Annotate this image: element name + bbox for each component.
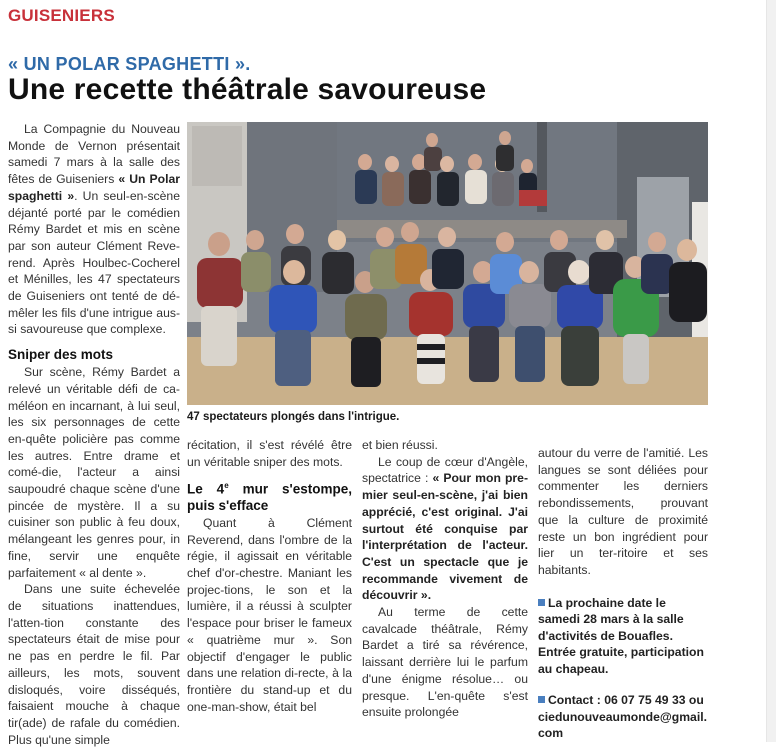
contact-info bbox=[538, 692, 708, 742]
contact-text[interactable]: Contact : 06 07 75 49 33 ou ciedunouveaumonde@gmail. com bbox=[538, 693, 707, 741]
article-headline: Une recette théâtrale savoureuse bbox=[8, 73, 487, 106]
paragraph: récitation, il s'est révélé être un véritable sniper des mots. bbox=[187, 438, 352, 469]
paragraph: autour du verre de l'amitié. Les langues se sont déliées pour commenter les derniers rebondissements, prouvant que la culture de proximité reste un bon ingrédient pour lier un ter-ritoire et ses habitants. bbox=[538, 446, 708, 577]
article-column-3 bbox=[362, 437, 528, 721]
quote-paragraph bbox=[362, 454, 528, 604]
square-bullet-icon bbox=[538, 696, 545, 703]
square-bullet-icon bbox=[538, 599, 545, 606]
paragraph: Sur scène, Rémy Bardet a relevé un véritable défi de ca-méléon en incarnant, à lui seul, les six personnages de cette en-quête policière pas comme les autres. Entre drame et comé-die, l'acteur a ainsi saupoudré chaque scène d'une pincée de mystère. Il a su cuisiner son public à feu doux, mélangeant les genres pour, in fine, servir une enquête parfaitement « al dente ». bbox=[8, 365, 180, 580]
paragraph: Au terme de cette cavalcade théâtrale, Rémy Bardet a tiré sa révérence, laissant derrière lui le parfum d'une énigme résolue… ou presque. L'en-quête s'est ensuite prolongée bbox=[362, 605, 528, 720]
audience-photo-illustration bbox=[187, 122, 708, 405]
next-date-text: La prochaine date le samedi 28 mars à la salle d'activités de Bouafles. Entrée gratuite, participation au chapeau. bbox=[538, 595, 704, 676]
article-column-4 bbox=[538, 445, 708, 742]
article-kicker: « UN POLAR SPAGHETTI ». bbox=[8, 54, 251, 74]
section-rubric: GUISENIERS bbox=[8, 6, 115, 25]
next-date-info bbox=[538, 595, 708, 678]
photo-wall-panel bbox=[192, 126, 242, 186]
intro-text: La Compagnie du Nouveau Monde de Vernon présentait samedi 7 mars à la salle des fêtes de Guiseniers bbox=[8, 122, 180, 187]
intro-text-cont: . Un seul-en-scène déjanté porté par le comédien Rémy Bardet et mis en scène par son auteur Clément Reve-rend. Après Houlbec-Cocherel et Ménilles, les 47 spectateurs de Guiseniers ont tenté de dé-mêler les fils d'une intrigue aus-si savoureuse que complexe. bbox=[8, 188, 180, 337]
group-photo bbox=[187, 122, 708, 405]
scrollbar[interactable] bbox=[766, 0, 776, 742]
subhead-sniper: Sniper des mots bbox=[8, 347, 114, 363]
intro-paragraph bbox=[8, 121, 180, 338]
subhead-fourth-wall: Le 4e mur s'estompe, puis s'efface bbox=[187, 481, 353, 513]
quote-intro: Le coup de cœur d'Angèle, spectatrice : bbox=[362, 454, 528, 486]
paragraph: Quant à Clément Reverend, dans l'ombre de la régie, il agissait en véritable chef d'or-chestre. Maniant les projec-tions, le son et la lumière, il a réussi à sculpter l'espace pour briser le fameux « quatrième mur ». Son objectif d'engager le public dans une relation di-recte, à la frontière du stand-up et du one-man-show, était bel bbox=[187, 515, 352, 714]
show-title: « Un Polar spaghetti » bbox=[8, 172, 180, 203]
spectator-quote: « Pour mon pre-mier seul-en-scène, j'ai bien apprécié, c'est original. J'ai surtout été conquise par l'interprétation de l'acteur. C'est un spectacle que je recommande vivement de découvrir ». bbox=[362, 471, 529, 603]
photo-caption: 47 spectateurs plongés dans l'intrigue. bbox=[187, 411, 400, 423]
paragraph: et bien réussi. bbox=[362, 438, 438, 452]
photo-red-chair bbox=[519, 190, 547, 206]
paragraph: Dans une suite échevelée de situations inattendues, l'atten-tion constante des spectateurs était de mise pour ne pas en perdre le fil. Par ailleurs, les mots, souvent disloqués, voire disséqués, faisaient mouche à chaque tir(ade) de rafale du comédien. Plus qu'une simple bbox=[8, 582, 180, 747]
article-column-1 bbox=[8, 121, 180, 748]
article-column-2 bbox=[187, 437, 352, 715]
